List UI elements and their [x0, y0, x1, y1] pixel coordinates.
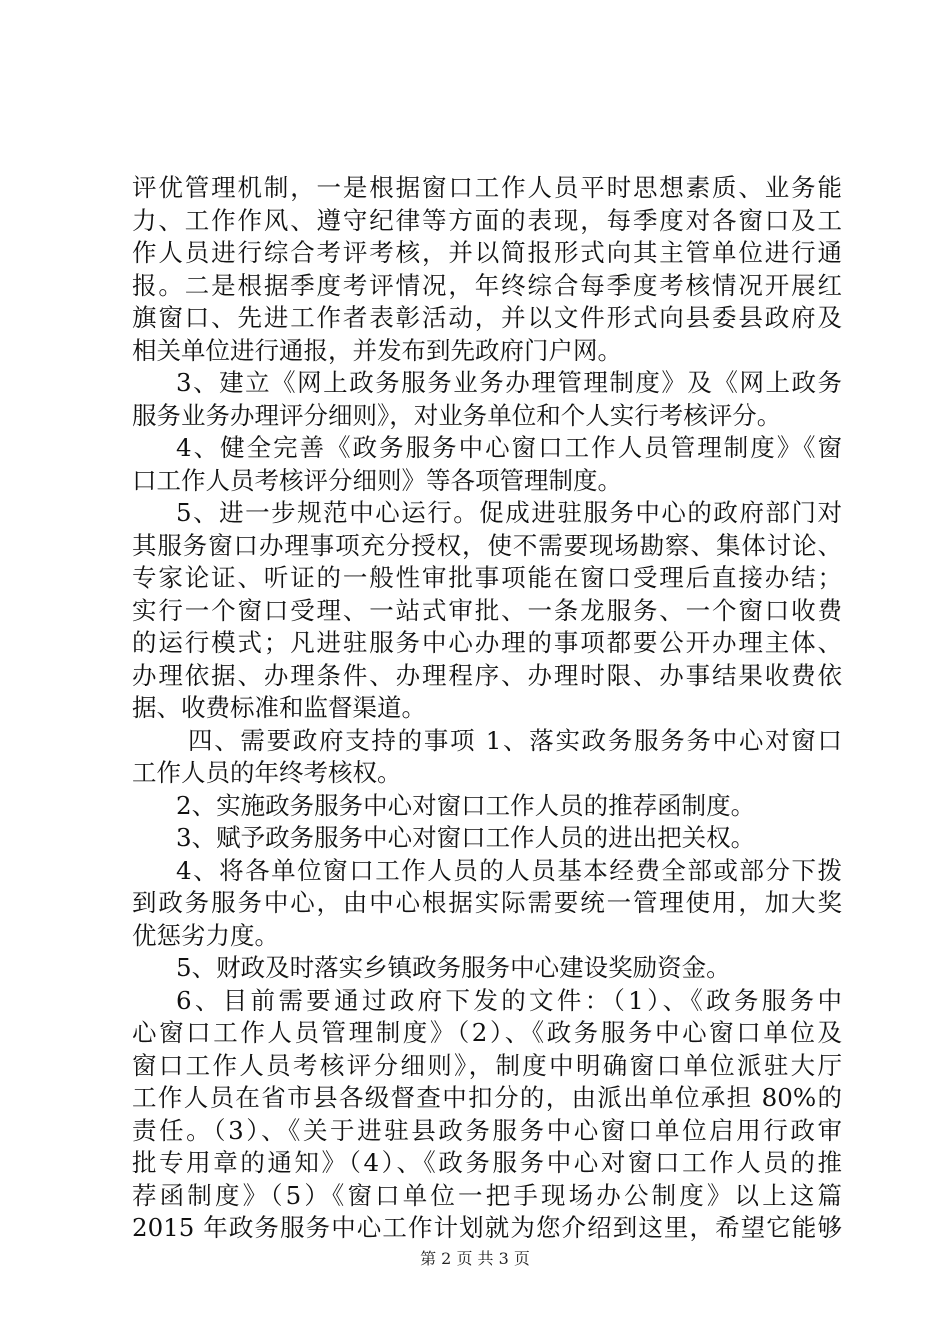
- text-line: 4、将各单位窗口工作人员的人员基本经费全部或部分下拨: [176, 855, 842, 885]
- text-line: 据、收费标准和监督渠道。: [132, 693, 426, 722]
- text-line: 相关单位进行通报，并发布到先政府门户网。: [132, 335, 622, 365]
- text-line: 2015 年政务服务中心工作计划就为您介绍到这里，希望它能够: [132, 1213, 842, 1242]
- text-line: 到政务服务中心，由中心根据实际需要统一管理使用，加大奖: [132, 888, 842, 917]
- text-line: 其服务窗口办理事项充分授权，使不需要现场勘察、集体讨论、: [132, 530, 842, 560]
- text-line: 工作人员在省市县各级督查中扣分的，由派出单位承担 80%的: [132, 1083, 842, 1112]
- text-line: 实行一个窗口受理、一站式审批、一条龙服务、一个窗口收费: [132, 595, 842, 625]
- text-line: 心窗口工作人员管理制度》（2）、《政务服务中心窗口单位及: [132, 1018, 842, 1047]
- text-line: 作人员进行综合考评考核，并以简报形式向其主管单位进行通: [132, 238, 842, 267]
- text-line: 责任。（3）、《关于进驻县政务服务中心窗口单位启用行政审: [132, 1115, 842, 1145]
- text-line: 服务业务办理评分细则》，对业务单位和个人实行考核评分。: [132, 400, 782, 430]
- body-text: [132, 172, 842, 1245]
- text-line: 办理依据、办理条件、办理程序、办理时限、办事结果收费依: [132, 660, 842, 690]
- page-footer: 第 2 页 共 3 页: [420, 1249, 530, 1268]
- text-line: 5、财政及时落实乡镇政务服务中心建设奖励资金。: [176, 953, 731, 982]
- text-line: 专家论证、听证的一般性审批事项能在窗口受理后直接办结；: [132, 563, 842, 592]
- text-line: 报。二是根据季度考评情况，年终综合每季度考核情况开展红: [132, 270, 842, 300]
- text-line: 力、工作作风、遵守纪律等方面的表现，每季度对各窗口及工: [132, 205, 842, 235]
- text-line: 3、建立《网上政务服务业务办理管理制度》及《网上政务: [176, 368, 842, 397]
- text-line: 的运行模式；凡进驻服务中心办理的事项都要公开办理主体、: [132, 628, 842, 657]
- text-line: 四、需要政府支持的事项 1、落实政务服务务中心对窗口: [188, 725, 842, 755]
- text-line: 5、进一步规范中心运行。促成进驻服务中心的政府部门对: [176, 498, 842, 527]
- text-line: 6、目前需要通过政府下发的文件：（1）、《政务服务中: [176, 985, 842, 1015]
- text-line: 批专用章的通知》（4）、《政务服务中心对窗口工作人员的推: [132, 1148, 842, 1177]
- text-line: 旗窗口、先进工作者表彰活动，并以文件形式向县委县政府及: [132, 303, 842, 332]
- text-line: 2、实施政务服务中心对窗口工作人员的推荐函制度。: [176, 790, 756, 820]
- text-line: 口工作人员考核评分细则》等各项管理制度。: [132, 465, 622, 495]
- text-line: 窗口工作人员考核评分细则》，制度中明确窗口单位派驻大厅: [132, 1050, 842, 1080]
- text-line: 4、健全完善《政务服务中心窗口工作人员管理制度》《窗: [176, 433, 842, 462]
- text-line: 优惩劣力度。: [132, 920, 279, 950]
- text-line: 荐函制度》（5）《窗口单位一把手现场办公制度》以上这篇: [132, 1180, 842, 1210]
- text-line: 工作人员的年终考核权。: [132, 758, 402, 787]
- text-line: 评优管理机制，一是根据窗口工作人员平时思想素质、业务能: [132, 173, 842, 202]
- text-line: 3、赋予政务服务中心对窗口工作人员的进出把关权。: [176, 823, 756, 852]
